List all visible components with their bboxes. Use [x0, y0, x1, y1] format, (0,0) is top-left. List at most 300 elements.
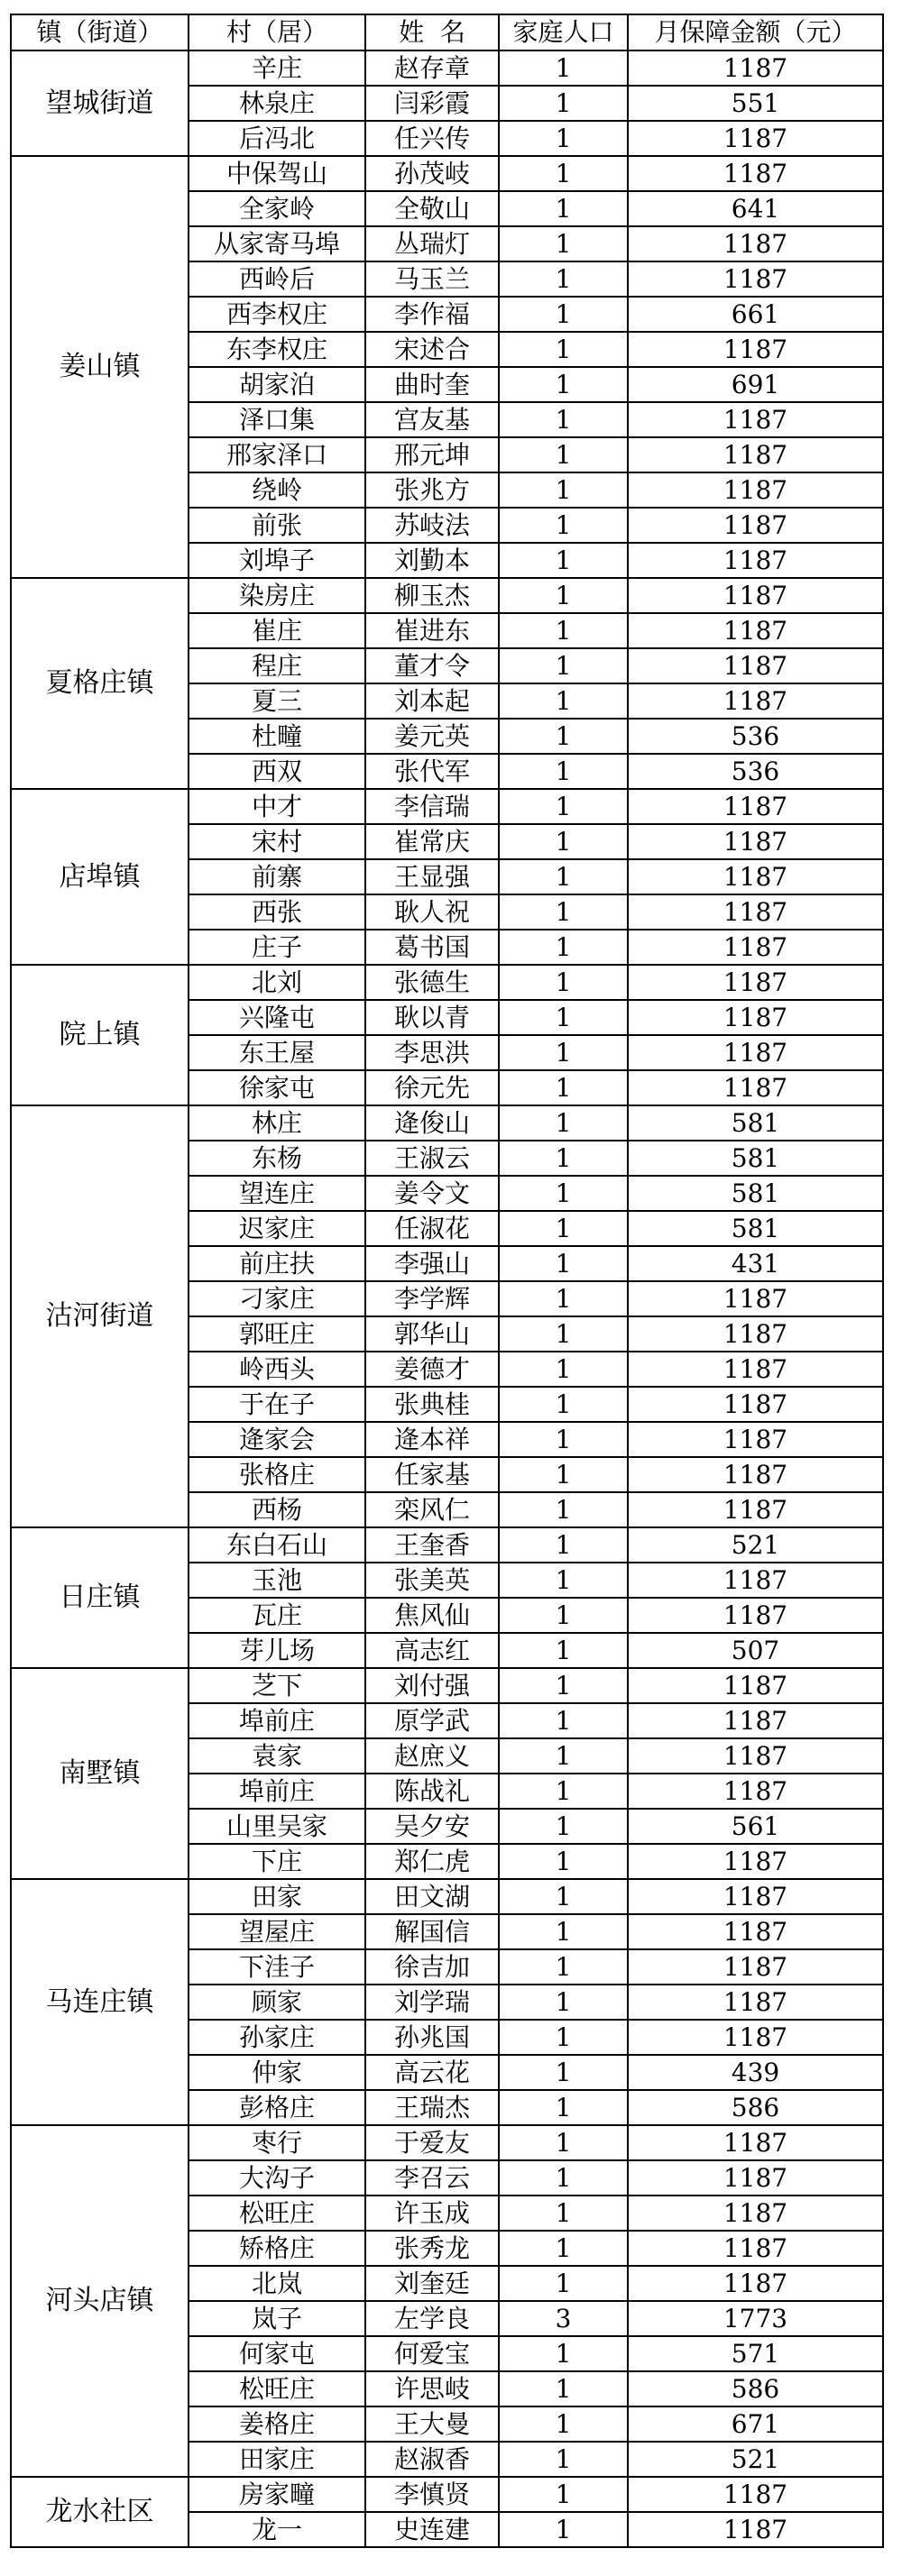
cell-town: 沽河街道 — [11, 1105, 189, 1527]
cell-village: 绕岭 — [189, 472, 365, 508]
cell-name: 董才令 — [365, 648, 499, 683]
cell-name: 许玉成 — [365, 2196, 499, 2231]
cell-name: 原学武 — [365, 1703, 499, 1738]
cell-village: 西双 — [189, 754, 365, 789]
cell-monthly-amount: 586 — [628, 2090, 883, 2125]
cell-household-size: 1 — [499, 2336, 628, 2371]
cell-household-size: 1 — [499, 367, 628, 402]
cell-village: 胡家泊 — [189, 367, 365, 402]
cell-name: 田文湖 — [365, 1879, 499, 1914]
cell-village: 张格庄 — [189, 1457, 365, 1492]
cell-household-size: 1 — [499, 1105, 628, 1141]
cell-village: 下洼子 — [189, 1949, 365, 1985]
cell-name: 闫彩霞 — [365, 86, 499, 121]
cell-monthly-amount: 1187 — [628, 2196, 883, 2231]
cell-name: 刘本起 — [365, 683, 499, 719]
cell-name: 赵淑香 — [365, 2442, 499, 2477]
cell-household-size: 1 — [499, 1949, 628, 1985]
cell-household-size: 1 — [499, 1070, 628, 1105]
cell-monthly-amount: 1187 — [628, 226, 883, 261]
cell-village: 于在子 — [189, 1387, 365, 1422]
cell-village: 宋村 — [189, 824, 365, 859]
cell-monthly-amount: 1773 — [628, 2301, 883, 2336]
cell-monthly-amount: 551 — [628, 86, 883, 121]
cell-name: 许思岐 — [365, 2371, 499, 2406]
cell-monthly-amount: 1187 — [628, 1422, 883, 1457]
cell-monthly-amount: 431 — [628, 1246, 883, 1281]
cell-household-size: 1 — [499, 719, 628, 754]
cell-name: 王大曼 — [365, 2406, 499, 2442]
cell-name: 郭华山 — [365, 1316, 499, 1352]
cell-town: 日庄镇 — [11, 1527, 189, 1668]
cell-village: 松旺庄 — [189, 2371, 365, 2406]
cell-monthly-amount: 1187 — [628, 437, 883, 472]
cell-name: 徐吉加 — [365, 1949, 499, 1985]
cell-household-size: 1 — [499, 50, 628, 86]
cell-town: 河头店镇 — [11, 2125, 189, 2477]
cell-monthly-amount: 1187 — [628, 578, 883, 613]
cell-household-size: 1 — [499, 1246, 628, 1281]
table-header — [11, 14, 883, 50]
cell-village: 中保驾山 — [189, 156, 365, 191]
cell-village: 西岭后 — [189, 261, 365, 297]
cell-name: 栾风仁 — [365, 1492, 499, 1527]
cell-monthly-amount: 1187 — [628, 1774, 883, 1809]
cell-name: 吴夕安 — [365, 1809, 499, 1844]
cell-household-size: 1 — [499, 332, 628, 367]
table-row — [11, 2477, 883, 2512]
cell-monthly-amount: 571 — [628, 2336, 883, 2371]
cell-name: 张德生 — [365, 965, 499, 1000]
cell-village: 顾家 — [189, 1985, 365, 2020]
cell-town: 姜山镇 — [11, 156, 189, 578]
table-row — [11, 1668, 883, 1703]
cell-household-size: 1 — [499, 930, 628, 965]
cell-name: 姜令文 — [365, 1176, 499, 1211]
subsidy-table — [10, 14, 884, 2548]
cell-monthly-amount: 1187 — [628, 1598, 883, 1633]
cell-household-size: 1 — [499, 2371, 628, 2406]
cell-household-size: 1 — [499, 1492, 628, 1527]
cell-household-size: 1 — [499, 2406, 628, 2442]
cell-name: 张代军 — [365, 754, 499, 789]
cell-monthly-amount: 1187 — [628, 508, 883, 543]
cell-monthly-amount: 1187 — [628, 1703, 883, 1738]
cell-monthly-amount: 1187 — [628, 859, 883, 894]
cell-household-size: 1 — [499, 472, 628, 508]
cell-monthly-amount: 1187 — [628, 1070, 883, 1105]
cell-household-size: 1 — [499, 1774, 628, 1809]
cell-village: 夏三 — [189, 683, 365, 719]
cell-monthly-amount: 1187 — [628, 1949, 883, 1985]
cell-household-size: 1 — [499, 121, 628, 156]
cell-monthly-amount: 1187 — [628, 1879, 883, 1914]
cell-monthly-amount: 691 — [628, 367, 883, 402]
cell-village: 兴隆屯 — [189, 1000, 365, 1035]
cell-monthly-amount: 581 — [628, 1105, 883, 1141]
cell-household-size: 1 — [499, 683, 628, 719]
cell-name: 赵庶义 — [365, 1738, 499, 1774]
table-row — [11, 50, 883, 86]
cell-household-size: 1 — [499, 2442, 628, 2477]
cell-village: 迟家庄 — [189, 1211, 365, 1246]
cell-town: 夏格庄镇 — [11, 578, 189, 789]
cell-village: 山里吴家 — [189, 1809, 365, 1844]
table-row — [11, 1105, 883, 1141]
cell-village: 郭旺庄 — [189, 1316, 365, 1352]
cell-village: 杜疃 — [189, 719, 365, 754]
cell-name: 宫友基 — [365, 402, 499, 437]
cell-village: 北刘 — [189, 965, 365, 1000]
header-monthly-amount: 月保障金额（元） — [628, 14, 883, 50]
cell-name: 邢元坤 — [365, 437, 499, 472]
cell-monthly-amount: 581 — [628, 1211, 883, 1246]
cell-name: 崔进东 — [365, 613, 499, 648]
cell-village: 程庄 — [189, 648, 365, 683]
cell-monthly-amount: 1187 — [628, 2125, 883, 2160]
cell-name: 曲时奎 — [365, 367, 499, 402]
cell-town: 院上镇 — [11, 965, 189, 1105]
cell-monthly-amount: 561 — [628, 1809, 883, 1844]
cell-monthly-amount: 1187 — [628, 472, 883, 508]
cell-village: 田家庄 — [189, 2442, 365, 2477]
cell-name: 高云花 — [365, 2055, 499, 2090]
cell-monthly-amount: 1187 — [628, 402, 883, 437]
cell-monthly-amount: 1187 — [628, 2231, 883, 2266]
cell-name: 孙兆国 — [365, 2020, 499, 2055]
cell-village: 彭格庄 — [189, 2090, 365, 2125]
header-village: 村（居） — [189, 14, 365, 50]
cell-village: 瓦庄 — [189, 1598, 365, 1633]
cell-monthly-amount: 671 — [628, 2406, 883, 2442]
cell-household-size: 1 — [499, 2477, 628, 2512]
cell-name: 逄俊山 — [365, 1105, 499, 1141]
cell-monthly-amount: 1187 — [628, 261, 883, 297]
cell-monthly-amount: 1187 — [628, 1563, 883, 1598]
cell-monthly-amount: 1187 — [628, 50, 883, 86]
cell-name: 李思洪 — [365, 1035, 499, 1070]
cell-village: 东王屋 — [189, 1035, 365, 1070]
cell-village: 孙家庄 — [189, 2020, 365, 2055]
cell-village: 泽口集 — [189, 402, 365, 437]
cell-name: 史连建 — [365, 2512, 499, 2547]
cell-monthly-amount: 1187 — [628, 1387, 883, 1422]
cell-name: 逄本祥 — [365, 1422, 499, 1457]
cell-household-size: 1 — [499, 1809, 628, 1844]
cell-name: 葛书国 — [365, 930, 499, 965]
header-town: 镇（街道） — [11, 14, 189, 50]
cell-village: 刁家庄 — [189, 1281, 365, 1316]
cell-household-size: 1 — [499, 2090, 628, 2125]
cell-village: 玉池 — [189, 1563, 365, 1598]
cell-name: 孙茂岐 — [365, 156, 499, 191]
cell-name: 李召云 — [365, 2160, 499, 2196]
cell-monthly-amount: 1187 — [628, 683, 883, 719]
cell-name: 耿以青 — [365, 1000, 499, 1035]
cell-household-size: 1 — [499, 965, 628, 1000]
cell-village: 东白石山 — [189, 1527, 365, 1563]
cell-name: 李学辉 — [365, 1281, 499, 1316]
cell-name: 王瑞杰 — [365, 2090, 499, 2125]
cell-household-size: 1 — [499, 1422, 628, 1457]
cell-village: 林庄 — [189, 1105, 365, 1141]
cell-name: 张美英 — [365, 1563, 499, 1598]
cell-village: 大沟子 — [189, 2160, 365, 2196]
cell-monthly-amount: 581 — [628, 1176, 883, 1211]
cell-name: 焦风仙 — [365, 1598, 499, 1633]
cell-household-size: 1 — [499, 191, 628, 226]
cell-monthly-amount: 1187 — [628, 789, 883, 824]
cell-monthly-amount: 1187 — [628, 824, 883, 859]
cell-village: 望连庄 — [189, 1176, 365, 1211]
cell-household-size: 1 — [499, 261, 628, 297]
cell-household-size: 1 — [499, 1527, 628, 1563]
cell-name: 李作福 — [365, 297, 499, 332]
cell-monthly-amount: 521 — [628, 2442, 883, 2477]
cell-village: 徐家屯 — [189, 1070, 365, 1105]
table-body — [11, 50, 883, 2547]
cell-monthly-amount: 1187 — [628, 965, 883, 1000]
cell-village: 前庄扶 — [189, 1246, 365, 1281]
cell-household-size: 1 — [499, 2196, 628, 2231]
cell-name: 李慎贤 — [365, 2477, 499, 2512]
cell-household-size: 1 — [499, 789, 628, 824]
cell-household-size: 1 — [499, 1738, 628, 1774]
cell-village: 岚子 — [189, 2301, 365, 2336]
cell-name: 耿人祝 — [365, 894, 499, 930]
cell-monthly-amount: 1187 — [628, 543, 883, 578]
cell-village: 东杨 — [189, 1141, 365, 1176]
cell-village: 袁家 — [189, 1738, 365, 1774]
cell-household-size: 1 — [499, 2020, 628, 2055]
cell-household-size: 1 — [499, 1457, 628, 1492]
cell-household-size: 1 — [499, 578, 628, 613]
cell-village: 全家岭 — [189, 191, 365, 226]
cell-household-size: 3 — [499, 2301, 628, 2336]
cell-monthly-amount: 1187 — [628, 332, 883, 367]
cell-village: 龙一 — [189, 2512, 365, 2547]
cell-monthly-amount: 661 — [628, 297, 883, 332]
cell-village: 前张 — [189, 508, 365, 543]
cell-village: 染房庄 — [189, 578, 365, 613]
cell-household-size: 1 — [499, 1387, 628, 1422]
cell-monthly-amount: 1187 — [628, 156, 883, 191]
cell-village: 后冯北 — [189, 121, 365, 156]
cell-monthly-amount: 641 — [628, 191, 883, 226]
cell-town: 店埠镇 — [11, 789, 189, 965]
cell-village: 下庄 — [189, 1844, 365, 1879]
cell-household-size: 1 — [499, 1352, 628, 1387]
cell-name: 宋述合 — [365, 332, 499, 367]
cell-village: 逄家会 — [189, 1422, 365, 1457]
cell-village: 枣行 — [189, 2125, 365, 2160]
cell-name: 郑仁虎 — [365, 1844, 499, 1879]
cell-town: 马连庄镇 — [11, 1879, 189, 2125]
cell-household-size: 1 — [499, 1844, 628, 1879]
cell-monthly-amount: 1187 — [628, 2160, 883, 2196]
cell-monthly-amount: 536 — [628, 719, 883, 754]
cell-village: 芝下 — [189, 1668, 365, 1703]
cell-name: 全敬山 — [365, 191, 499, 226]
cell-household-size: 1 — [499, 402, 628, 437]
cell-village: 房家疃 — [189, 2477, 365, 2512]
cell-monthly-amount: 581 — [628, 1141, 883, 1176]
table-row — [11, 789, 883, 824]
header-household-size: 家庭人口 — [499, 14, 628, 50]
cell-village: 前寨 — [189, 859, 365, 894]
cell-village: 姜格庄 — [189, 2406, 365, 2442]
cell-monthly-amount: 1187 — [628, 1844, 883, 1879]
cell-monthly-amount: 1187 — [628, 121, 883, 156]
cell-monthly-amount: 1187 — [628, 1281, 883, 1316]
cell-name: 崔常庆 — [365, 824, 499, 859]
cell-monthly-amount: 586 — [628, 2371, 883, 2406]
cell-household-size: 1 — [499, 437, 628, 472]
cell-village: 埠前庄 — [189, 1703, 365, 1738]
cell-name: 陈战礼 — [365, 1774, 499, 1809]
cell-name: 刘学瑞 — [365, 1985, 499, 2020]
cell-name: 任兴传 — [365, 121, 499, 156]
cell-village: 望屋庄 — [189, 1914, 365, 1949]
cell-name: 任淑花 — [365, 1211, 499, 1246]
cell-name: 解国信 — [365, 1914, 499, 1949]
cell-name: 姜德才 — [365, 1352, 499, 1387]
cell-monthly-amount: 1187 — [628, 613, 883, 648]
cell-village: 仲家 — [189, 2055, 365, 2090]
cell-monthly-amount: 1187 — [628, 894, 883, 930]
cell-name: 柳玉杰 — [365, 578, 499, 613]
cell-village: 西杨 — [189, 1492, 365, 1527]
cell-monthly-amount: 1187 — [628, 1985, 883, 2020]
cell-name: 李信瑞 — [365, 789, 499, 824]
cell-household-size: 1 — [499, 1985, 628, 2020]
cell-monthly-amount: 507 — [628, 1633, 883, 1668]
cell-name: 张秀龙 — [365, 2231, 499, 2266]
cell-name: 张典桂 — [365, 1387, 499, 1422]
cell-name: 张兆方 — [365, 472, 499, 508]
cell-village: 东李权庄 — [189, 332, 365, 367]
cell-name: 何爱宝 — [365, 2336, 499, 2371]
cell-name: 王奎香 — [365, 1527, 499, 1563]
table-row — [11, 156, 883, 191]
cell-household-size: 1 — [499, 1879, 628, 1914]
cell-household-size: 1 — [499, 1598, 628, 1633]
cell-name: 徐元先 — [365, 1070, 499, 1105]
cell-household-size: 1 — [499, 2266, 628, 2301]
table-row — [11, 2125, 883, 2160]
cell-name: 苏岐法 — [365, 508, 499, 543]
cell-household-size: 1 — [499, 1668, 628, 1703]
cell-household-size: 1 — [499, 2512, 628, 2547]
table-row — [11, 1879, 883, 1914]
cell-name: 任家基 — [365, 1457, 499, 1492]
cell-village: 田家 — [189, 1879, 365, 1914]
table-row — [11, 578, 883, 613]
cell-household-size: 1 — [499, 754, 628, 789]
cell-monthly-amount: 1187 — [628, 1914, 883, 1949]
cell-household-size: 1 — [499, 859, 628, 894]
cell-household-size: 1 — [499, 2231, 628, 2266]
cell-town: 望城街道 — [11, 50, 189, 156]
cell-monthly-amount: 1187 — [628, 2512, 883, 2547]
cell-monthly-amount: 1187 — [628, 648, 883, 683]
cell-village: 西张 — [189, 894, 365, 930]
cell-monthly-amount: 1187 — [628, 2020, 883, 2055]
cell-household-size: 1 — [499, 156, 628, 191]
cell-monthly-amount: 521 — [628, 1527, 883, 1563]
cell-household-size: 1 — [499, 226, 628, 261]
cell-monthly-amount: 439 — [628, 2055, 883, 2090]
cell-village: 林泉庄 — [189, 86, 365, 121]
header-name: 姓 名 — [365, 14, 499, 50]
cell-name: 王显强 — [365, 859, 499, 894]
cell-monthly-amount: 1187 — [628, 1000, 883, 1035]
cell-household-size: 1 — [499, 1563, 628, 1598]
cell-village: 西李权庄 — [189, 297, 365, 332]
cell-household-size: 1 — [499, 1703, 628, 1738]
cell-monthly-amount: 1187 — [628, 1738, 883, 1774]
cell-village: 邢家泽口 — [189, 437, 365, 472]
cell-name: 于爱友 — [365, 2125, 499, 2160]
cell-monthly-amount: 1187 — [628, 930, 883, 965]
cell-village: 从家寄马埠 — [189, 226, 365, 261]
cell-town: 南墅镇 — [11, 1668, 189, 1879]
cell-village: 刘埠子 — [189, 543, 365, 578]
cell-monthly-amount: 1187 — [628, 2266, 883, 2301]
cell-name: 高志红 — [365, 1633, 499, 1668]
cell-household-size: 1 — [499, 1211, 628, 1246]
cell-village: 何家屯 — [189, 2336, 365, 2371]
cell-name: 刘奎廷 — [365, 2266, 499, 2301]
cell-village: 中才 — [189, 789, 365, 824]
cell-village: 北岚 — [189, 2266, 365, 2301]
cell-village: 岭西头 — [189, 1352, 365, 1387]
cell-household-size: 1 — [499, 2125, 628, 2160]
cell-household-size: 1 — [499, 648, 628, 683]
cell-household-size: 1 — [499, 1141, 628, 1176]
cell-name: 左学良 — [365, 2301, 499, 2336]
cell-name: 马玉兰 — [365, 261, 499, 297]
cell-household-size: 1 — [499, 1035, 628, 1070]
cell-household-size: 1 — [499, 86, 628, 121]
cell-name: 李强山 — [365, 1246, 499, 1281]
cell-monthly-amount: 1187 — [628, 1316, 883, 1352]
cell-name: 丛瑞灯 — [365, 226, 499, 261]
cell-household-size: 1 — [499, 1633, 628, 1668]
cell-household-size: 1 — [499, 2055, 628, 2090]
cell-village: 庄子 — [189, 930, 365, 965]
table-row — [11, 1527, 883, 1563]
cell-name: 赵存章 — [365, 50, 499, 86]
cell-town: 龙水社区 — [11, 2477, 189, 2547]
cell-monthly-amount: 1187 — [628, 1035, 883, 1070]
cell-village: 埠前庄 — [189, 1774, 365, 1809]
cell-monthly-amount: 536 — [628, 754, 883, 789]
cell-village: 矫格庄 — [189, 2231, 365, 2266]
cell-name: 王淑云 — [365, 1141, 499, 1176]
cell-household-size: 1 — [499, 613, 628, 648]
cell-name: 姜元英 — [365, 719, 499, 754]
cell-monthly-amount: 1187 — [628, 1492, 883, 1527]
cell-monthly-amount: 1187 — [628, 1352, 883, 1387]
cell-name: 刘付强 — [365, 1668, 499, 1703]
cell-household-size: 1 — [499, 297, 628, 332]
cell-household-size: 1 — [499, 1176, 628, 1211]
cell-village: 辛庄 — [189, 50, 365, 86]
cell-monthly-amount: 1187 — [628, 2477, 883, 2512]
cell-household-size: 1 — [499, 894, 628, 930]
cell-household-size: 1 — [499, 1281, 628, 1316]
